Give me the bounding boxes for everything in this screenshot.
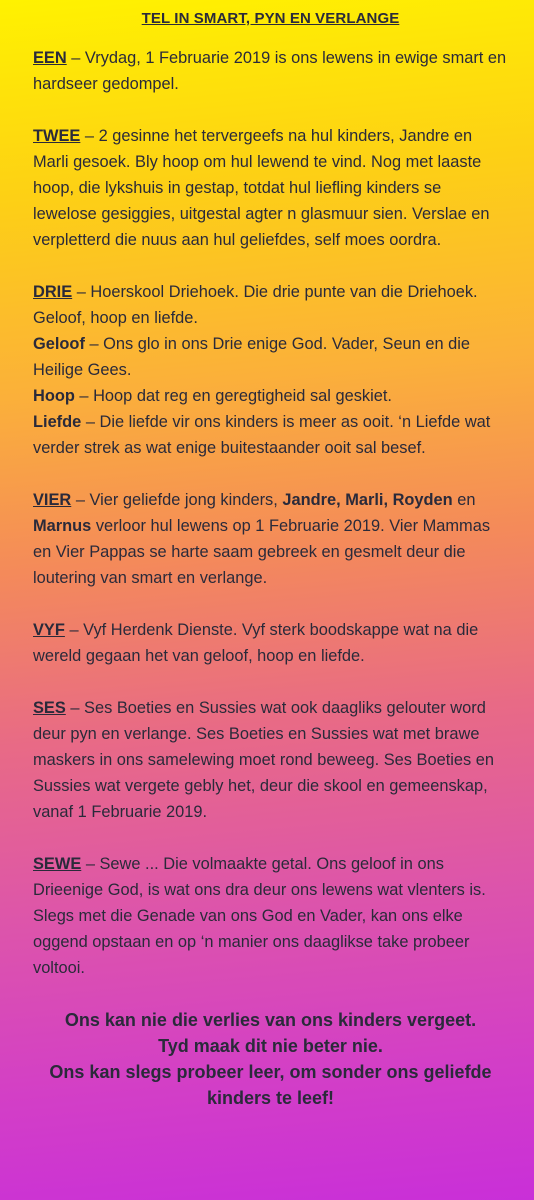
section-vier — [33, 487, 508, 591]
section-text: – Vrydag, 1 Februarie 2019 is ons lewens in ewige smart en hardseer gedompel. — [33, 49, 507, 93]
page-title: TEL IN SMART, PYN EN VERLANGE — [141, 10, 400, 27]
closing-line: Ons kan nie die verlies van ons kinders vergeet. — [64, 1010, 477, 1030]
section-text: en — [452, 491, 476, 509]
hoop-text: – Hoop dat reg en geregtigheid sal geskiet. — [74, 387, 392, 405]
closing-line: Ons kan slegs probeer leer, om sonder ons geliefde kinders te leef! — [49, 1062, 492, 1108]
liefde-text: – Die liefde vir ons kinders is meer as ooit. ‘n Liefde wat verder strek as wat enige buitestaander ooit sal besef. — [33, 413, 491, 457]
closing-statement — [27, 1007, 514, 1111]
geloof-keyword: Geloof — [33, 335, 85, 353]
section-text: verloor hul lewens op 1 Februarie 2019. Vier Mammas en Vier Pappas se harte saam gebreek en gesmelt deur die loutering van smart en verlange. — [33, 517, 491, 587]
name-bold: Marnus — [33, 517, 92, 535]
section-keyword: DRIE — [33, 283, 73, 301]
closing-line: Tyd maak dit nie beter nie. — [158, 1036, 383, 1056]
section-keyword: EEN — [33, 49, 67, 67]
hoop-keyword: Hoop — [33, 387, 75, 405]
section-keyword: SEWE — [33, 855, 82, 873]
section-sewe — [33, 851, 508, 981]
section-text: – Vier geliefde jong kinders, — [71, 491, 283, 509]
names-bold: Jandre, Marli, Royden — [282, 491, 453, 509]
section-vyf — [33, 617, 508, 669]
section-keyword: VIER — [33, 491, 72, 509]
section-text: – 2 gesinne het tervergeefs na hul kinders, Jandre en Marli gesoek. Bly hoop om hul lewend te vind. Nog met laaste hoop, die lykshuis in gestap, totdat hul liefling kinders se lewelose gesiggies, uitgestal agter n glasmuur sien. Verslae en verpletterd die nuus aan hul geliefdes, self moes oordra. — [33, 127, 490, 249]
section-een — [33, 45, 508, 97]
section-drie — [33, 279, 508, 461]
section-twee — [33, 123, 508, 253]
section-text: – Hoerskool Driehoek. Die drie punte van die Driehoek. Geloof, hoop en liefde. — [33, 283, 478, 327]
section-text: – Ses Boeties en Sussies wat ook daagliks gelouter word deur pyn en verlange. Ses Boeties en Sussies wat met brawe maskers in ons samelewing moet rond beweeg. Ses Boeties en Sussies wat vergete gebly het, deur die skool en gemeenskap, vanaf 1 Februarie 2019. — [33, 699, 495, 821]
liefde-keyword: Liefde — [33, 413, 82, 431]
section-keyword: VYF — [33, 621, 65, 639]
section-text: – Sewe ... Die volmaakte getal. Ons geloof in ons Drieenige God, is wat ons dra deur ons lewens wat vlenters is. Slegs met die Genade van ons God en Vader, kan ons elke oggend opstaan en op ‘n manier ons daaglikse take probeer voltooi. — [33, 855, 486, 977]
section-keyword: TWEE — [33, 127, 81, 145]
section-ses — [33, 695, 508, 825]
section-text: – Vyf Herdenk Dienste. Vyf sterk boodskappe wat na die wereld gegaan het van geloof, hoop en liefde. — [33, 621, 479, 665]
geloof-text: – Ons glo in ons Drie enige God. Vader, Seun en die Heilige Gees. — [33, 335, 471, 379]
section-keyword: SES — [33, 699, 66, 717]
